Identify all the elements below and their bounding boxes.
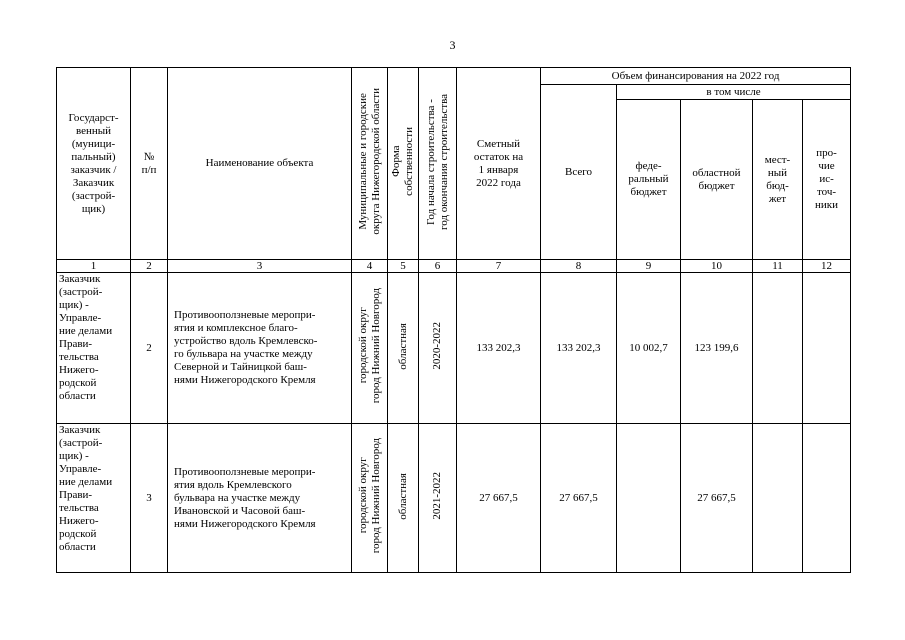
header-including: в том числе xyxy=(617,85,851,100)
header-ownership: Форма собственности xyxy=(388,68,419,260)
cell-customer: Заказчик (застрой- щик) - Управле- ние делами Прави- тельства Нижего- родской области xyxy=(57,273,131,424)
header-regional: областной бюджет xyxy=(681,100,753,260)
cell-municipality: городской округ город Нижний Новгород xyxy=(352,424,388,573)
table-row xyxy=(57,273,851,424)
col-number: 6 xyxy=(419,260,457,273)
cell-num: 2 xyxy=(131,273,168,424)
cell-name: Противооползневые меропри- ятия вдоль Кремлевского бульвара на участке между Ивановской и Часовой баш- нями Нижегородского Кремля xyxy=(168,424,352,573)
col-number: 10 xyxy=(681,260,753,273)
column-numbers-row xyxy=(57,260,851,273)
cell-municipality: городской округ город Нижний Новгород xyxy=(352,273,388,424)
header-total: Всего xyxy=(541,85,617,260)
header-num: № п/п xyxy=(131,68,168,260)
cell-regional: 123 199,6 xyxy=(681,273,753,424)
header-municipality: Муниципальные и городские округа Нижегородской области xyxy=(352,68,388,260)
cell-other xyxy=(803,424,851,573)
col-number: 9 xyxy=(617,260,681,273)
col-number: 8 xyxy=(541,260,617,273)
cell-federal: 10 002,7 xyxy=(617,273,681,424)
cell-name: Противооползневые меропри- ятия и комплексное благо- устройство вдоль Кремлевско- го бульвара на участке между Северной и Тайницкой баш- нями Нижегородского Кремля xyxy=(168,273,352,424)
header-name: Наименование объекта xyxy=(168,68,352,260)
cell-num: 3 xyxy=(131,424,168,573)
cell-customer: Заказчик (застрой- щик) - Управле- ние делами Прави- тельства Нижего- родской области xyxy=(57,424,131,573)
col-number: 4 xyxy=(352,260,388,273)
cell-local xyxy=(753,273,803,424)
col-number: 5 xyxy=(388,260,419,273)
cell-years: 2020-2022 xyxy=(419,273,457,424)
col-number: 3 xyxy=(168,260,352,273)
cell-balance: 133 202,3 xyxy=(457,273,541,424)
header-balance: Сметный остаток на 1 января 2022 года xyxy=(457,68,541,260)
col-number: 2 xyxy=(131,260,168,273)
cell-ownership: областная xyxy=(388,273,419,424)
cell-balance: 27 667,5 xyxy=(457,424,541,573)
header-customer: Государст- венный (муници- пальный) заказчик / Заказчик (застрой- щик) xyxy=(57,68,131,260)
header-local: мест- ный бюд- жет xyxy=(753,100,803,260)
cell-ownership: областная xyxy=(388,424,419,573)
header-years: Год начала строительства - год окончания строительства xyxy=(419,68,457,260)
funding-table xyxy=(56,67,851,573)
header-funding-group: Объем финансирования на 2022 год xyxy=(541,68,851,85)
cell-federal xyxy=(617,424,681,573)
cell-other xyxy=(803,273,851,424)
cell-total: 27 667,5 xyxy=(541,424,617,573)
cell-regional: 27 667,5 xyxy=(681,424,753,573)
cell-total: 133 202,3 xyxy=(541,273,617,424)
header-other: про- чие ис- точ- ники xyxy=(803,100,851,260)
col-number: 1 xyxy=(57,260,131,273)
table-row xyxy=(57,424,851,573)
col-number: 7 xyxy=(457,260,541,273)
cell-years: 2021-2022 xyxy=(419,424,457,573)
header-federal: феде- ральный бюджет xyxy=(617,100,681,260)
col-number: 12 xyxy=(803,260,851,273)
col-number: 11 xyxy=(753,260,803,273)
page-number: 3 xyxy=(449,38,456,52)
cell-local xyxy=(753,424,803,573)
